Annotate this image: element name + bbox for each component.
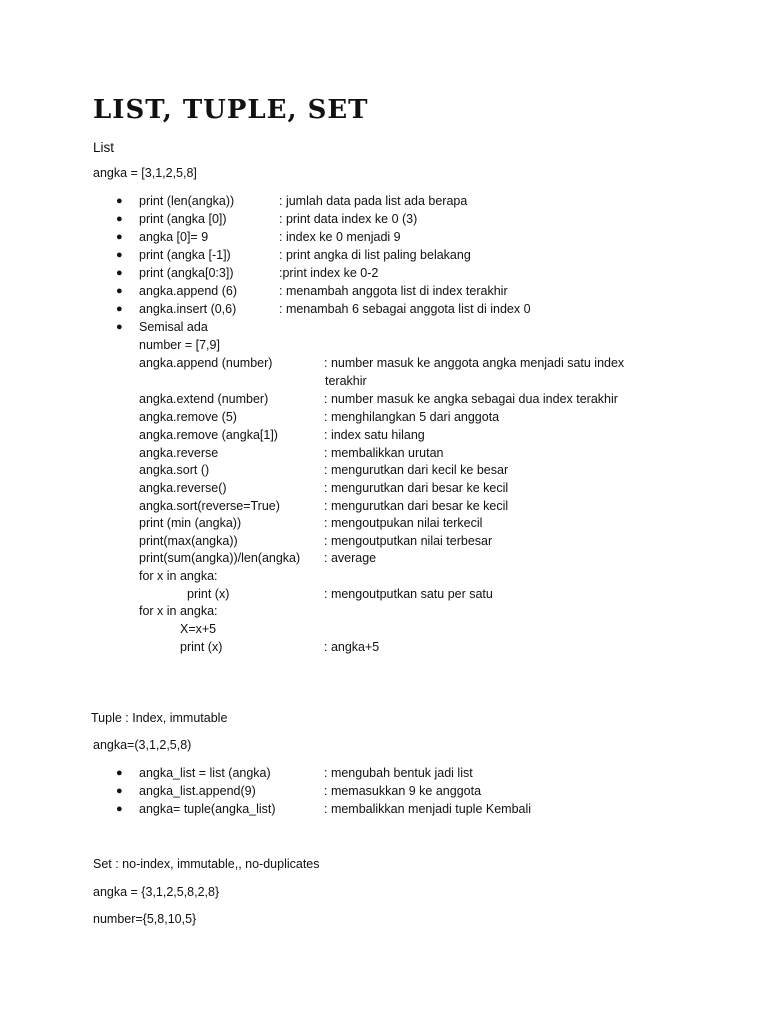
code-text: angka.remove (angka[1]) <box>139 428 278 442</box>
description-text: : mengubah bentuk jadi list <box>324 766 473 780</box>
loop2-line1: X=x+5 <box>180 622 217 636</box>
description-text: : memasukkan 9 ke anggota <box>324 784 482 798</box>
list-declaration: angka = [3,1,2,5,8] <box>93 166 197 180</box>
tuple-heading: Tuple : Index, immutable <box>91 711 228 725</box>
description-text: : print angka di list paling belakang <box>279 248 471 262</box>
tuple-declaration: angka=(3,1,2,5,8) <box>93 738 192 752</box>
description-text: : angka+5 <box>324 640 380 654</box>
description-text: : index ke 0 menjadi 9 <box>279 230 401 244</box>
code-text: angka [0]= 9 <box>139 230 209 244</box>
description-text: : number masuk ke angka sebagai dua index terakhir <box>324 392 618 406</box>
code-text: print(max(angka)) <box>139 534 238 548</box>
description-text: : mengoutpukan nilai terkecil <box>324 516 483 530</box>
bullet-icon: ● <box>116 803 123 815</box>
code-text: print(sum(angka))/len(angka) <box>139 551 301 565</box>
description-text: : mengoutputkan nilai terbesar <box>324 534 493 548</box>
bullet-icon: ● <box>116 767 123 779</box>
bullet-icon: ● <box>116 785 123 797</box>
code-text: print (min (angka)) <box>139 516 242 530</box>
description-text: : menambah 6 sebagai anggota list di index 0 <box>279 302 531 316</box>
set-declaration: angka = {3,1,2,5,8,2,8} <box>93 885 220 899</box>
list-heading: List <box>93 140 115 155</box>
code-text: print (len(angka)) <box>139 194 235 208</box>
description-text: : average <box>324 551 377 565</box>
code-text: print (angka[0:3]) <box>139 266 234 280</box>
description-text: terakhir <box>325 374 367 388</box>
bullet-icon: ● <box>116 321 123 333</box>
bullet-icon: ● <box>116 213 123 225</box>
code-text: print (angka [0]) <box>139 212 227 226</box>
code-text: angka_list.append(9) <box>139 784 256 798</box>
code-text: angka_list = list (angka) <box>139 766 271 780</box>
description-text: : mengoutputkan satu per satu <box>324 587 493 601</box>
code-text: angka= tuple(angka_list) <box>139 802 276 816</box>
code-text: print (angka [-1]) <box>139 248 231 262</box>
bullet-icon: ● <box>116 267 123 279</box>
description-text: : print data index ke 0 (3) <box>279 212 418 226</box>
bullet-icon: ● <box>116 285 123 297</box>
description-text: : mengurutkan dari kecil ke besar <box>324 463 509 477</box>
code-text: angka.append (number) <box>139 356 273 370</box>
loop2-header: for x in angka: <box>139 604 218 618</box>
bullet-icon: ● <box>116 231 123 243</box>
code-text: angka.extend (number) <box>139 392 269 406</box>
description-text: : menghilangkan 5 dari anggota <box>324 410 500 424</box>
code-text: angka.reverse <box>139 446 219 460</box>
description-text: : jumlah data pada list ada berapa <box>279 194 468 208</box>
document-title: LIST, TUPLE, SET <box>93 95 369 125</box>
code-text: angka.sort(reverse=True) <box>139 499 280 513</box>
code-text: angka.reverse() <box>139 481 227 495</box>
code-text: angka.insert (0,6) <box>139 302 237 316</box>
bullet-icon: ● <box>116 249 123 261</box>
example-declaration: number = [7,9] <box>139 338 220 352</box>
set-heading: Set : no-index, immutable,, no-duplicates <box>93 857 320 871</box>
description-text: : membalikkan urutan <box>324 446 444 460</box>
description-text: : membalikkan menjadi tuple Kembali <box>324 802 532 816</box>
description-text: : index satu hilang <box>324 428 425 442</box>
code-text: print (x) <box>180 640 223 654</box>
bullet-icon: ● <box>116 195 123 207</box>
code-text: angka.remove (5) <box>139 410 237 424</box>
description-text: : number masuk ke anggota angka menjadi satu index <box>324 356 625 370</box>
example-intro: Semisal ada <box>139 320 208 334</box>
description-text: :print index ke 0-2 <box>279 266 379 280</box>
code-text: print (x) <box>187 587 230 601</box>
set-number: number={5,8,10,5} <box>93 912 197 926</box>
code-text: angka.sort () <box>139 463 210 477</box>
description-text: : mengurutkan dari besar ke kecil <box>324 499 509 513</box>
description-text: : menambah anggota list di index terakhir <box>279 284 508 298</box>
loop1-header: for x in angka: <box>139 569 218 583</box>
description-text: : mengurutkan dari besar ke kecil <box>324 481 509 495</box>
bullet-icon: ● <box>116 303 123 315</box>
code-text: angka.append (6) <box>139 284 237 298</box>
